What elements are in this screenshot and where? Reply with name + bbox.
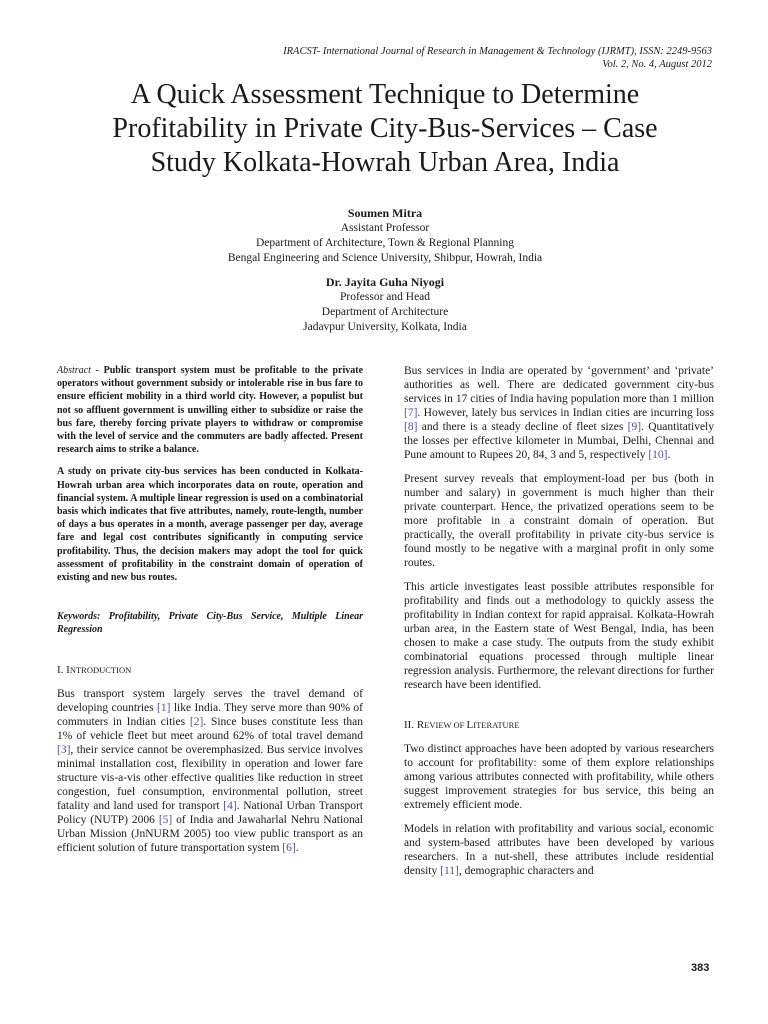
journal-header	[112, 45, 712, 71]
author-1	[100, 206, 670, 266]
title-line-2: Profitability in Private City-Bus-Services – Case	[112, 113, 658, 144]
body-paragraph: Two distinct approaches have been adopted by various researchers to account for profitability: some of them explore relationships among various attributes connected with profitability, while others suggest improvement strategies for bus service, this being an extremely efficient mode.	[404, 743, 714, 811]
citation-link[interactable]: [4]	[223, 799, 237, 812]
page-number: 383	[691, 962, 710, 974]
citation-link[interactable]: [5]	[158, 813, 173, 826]
citation-link[interactable]: [8]	[404, 421, 418, 433]
keywords: Keywords: Profitability, Private City-Bus Service, Multiple Linear Regression	[57, 611, 364, 636]
author-name: Soumen Mitra	[347, 206, 423, 220]
body-paragraph: This article investigates least possible attributes responsible for profitability and finds out a methodology to quickly assess the profitability in Indian context for rapid appraisal. Kolkata-Howrah urban area, in the Eastern state of West Bengal, India, has been chosen to make a case study. The outputs from the study exhibit combinatorial equations processed through multiple linear regression analysis. Furthermore, the relevant directions for further research have been identified.	[404, 581, 714, 691]
abstract-label: Abstract -	[57, 365, 99, 376]
author-position: Professor and Head	[339, 291, 431, 303]
citation-link[interactable]: [9]	[627, 421, 642, 433]
author-department: Department of Architecture	[321, 306, 449, 318]
citation-link[interactable]: [6]	[282, 841, 296, 854]
body-paragraph: Present survey reveals that employment-load per bus (both in number and salary) in government is much higher than their private counterpart. Hence, the privatized operations seem to be more profitable in a constraint domain of operation. But practically, the overall profitability in private city-bus service is found mostly to be negative with a marginal profit in only some routes.	[404, 473, 714, 569]
citation-link[interactable]: [10]	[648, 449, 668, 461]
abstract-para-2: A study on private city-bus services has been conducted in Kolkata-Howrah urban area which incorporates data on route, operation and financial system. A multiple linear regression is used on a combinatorial basis which indicates that five attributes, namely, route-length, number of days a bus operates in a month, average passenger per day, average fare and legal cost contributes significantly in computing service profitability. Thus, the decision makers may adopt the tool for quick assessment of profitability in the constraint domain of operation of existing and new bus routes.	[57, 466, 363, 584]
section-heading-introduction: I. INTRODUCTION	[57, 663, 132, 676]
volume-line: Vol. 2, No. 4, August 2012	[602, 59, 712, 70]
citation-link[interactable]: [11]	[440, 865, 459, 877]
title-line-1: A Quick Assessment Technique to Determine	[130, 79, 640, 110]
author-department: Department of Architecture, Town & Regional Planning	[256, 237, 514, 249]
right-column	[404, 364, 714, 878]
author-position: Assistant Professor	[340, 222, 430, 234]
author-affiliation: Bengal Engineering and Science University, Shibpur, Howrah, India	[227, 252, 543, 264]
citation-link[interactable]: [3]	[57, 743, 71, 756]
section-heading-literature-review: II. REVIEW OF LITERATURE	[404, 719, 520, 731]
author-affiliation: Jadavpur University, Kolkata, India	[303, 321, 467, 333]
title-line-3: Study Kolkata-Howrah Urban Area, India	[150, 147, 620, 178]
body-paragraph: Models in relation with profitability and various social, economic and system-based attributes have been developed by various researchers. In a nut-shell, these attributes include residential density [11], demographic characters and	[404, 823, 714, 877]
author-name: Dr. Jayita Guha Niyogi	[325, 275, 445, 289]
abstract-para-1: Abstract - Public transport system must be profitable to the private operators without government subsidy or intolerable rise in bus fare to ensure efficient mobility in a third world city. However, a populist but not so affluent government is unwilling either to subsidize or raise the bus fare, thereby forcing private players to withdraw or compromise with the level of service and the commuters are badly affected. Present research aims to strike a balance.	[57, 365, 364, 456]
left-column	[57, 364, 363, 855]
intro-paragraph: Bus transport system largely serves the travel demand of developing countries [1] like India. They serve more than 90% of commuters in Indian cities [2]. Since buses constitute less than 1% of vehicle fleet but meet around 62% of total travel demand [3], their service cannot be overemphasized. Bus service involves minimal installation cost, flexibility in operation and lower fare structure vis-a-vis other effective qualities like reduction in street congestion, fuel consumption, environmental pollution, street fatality and land used for transport [4]. National Urban Transport Policy (NUTP) 2006 [5] of India and Jawaharlal Nehru National Urban Mission (JnNURM 2005) too view public transport as an efficient solution of future transportation system [6].	[57, 687, 364, 854]
paper-title	[70, 78, 700, 180]
body-paragraph: Bus services in India are operated by ‘government’ and ‘private’ authorities as well. There are dedicated government city-bus services in 17 cities of India having population more than 1 million [7]. However, lately bus services in Indian cities are incurring loss [8] and there is a steady decline of fleet sizes [9]. Quantitatively the losses per effective kilometer in Mumbai, Delhi, Chennai and Pune amount to Rupees 20, 84, 3 and 5, respectively [10].	[404, 365, 714, 461]
author-2	[100, 275, 670, 335]
citation-link[interactable]: [7]	[404, 407, 418, 419]
citation-link[interactable]: [2]	[189, 715, 204, 728]
journal-line: IRACST- International Journal of Research in Management & Technology (IJRMT), ISSN: 2249-9563	[283, 46, 712, 57]
citation-link[interactable]: [1]	[157, 701, 171, 714]
